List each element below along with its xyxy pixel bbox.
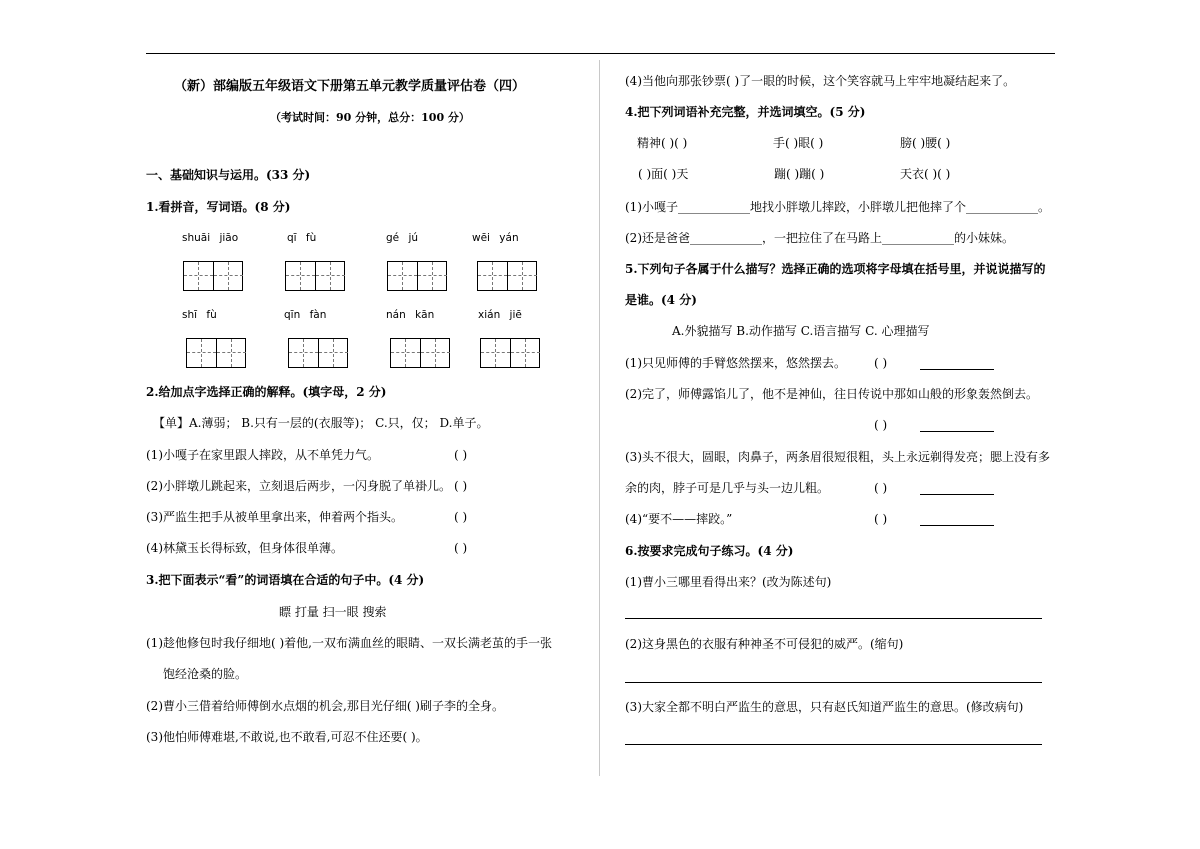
- q5-heading: 5.下列句子各属于什么描写？选择正确的选项将字母填在括号里，并说说描写的: [625, 262, 1046, 276]
- tianzige-box[interactable]: [288, 338, 348, 368]
- q4-idiom-2: 手( )眼( ): [773, 136, 824, 150]
- answer-paren[interactable]: ( ): [874, 356, 888, 370]
- pinyin-6: qīn fàn: [284, 309, 327, 321]
- q2-item-2: (2)小胖墩儿跳起来，立刻退后两步，一闪身脱了单褂儿。: [146, 479, 452, 493]
- pinyin-4: wēi yán: [472, 232, 519, 244]
- answer-paren[interactable]: ( ): [874, 418, 888, 432]
- section-1-heading: 一、基础知识与运用。(33 分): [146, 168, 311, 182]
- tianzige-box[interactable]: [387, 261, 447, 291]
- q3-sentence-1-cont: 饱经沧桑的脸。: [163, 667, 248, 681]
- answer-paren[interactable]: ( ): [454, 541, 468, 555]
- answer-paren[interactable]: ( ): [454, 510, 468, 524]
- q5-sentence-4: (4)“要不——摔跤。”: [625, 512, 733, 526]
- pinyin-8: xián jiē: [478, 309, 522, 321]
- pinyin-5: shī fù: [182, 309, 217, 321]
- tianzige-box[interactable]: [285, 261, 345, 291]
- exam-info: （考试时间：90 分钟，总分：100 分）: [270, 111, 470, 124]
- answer-line[interactable]: [625, 744, 1042, 745]
- column-divider: [599, 60, 600, 776]
- answer-line[interactable]: [920, 369, 994, 370]
- top-rule: [146, 53, 1055, 54]
- q5-heading-cont: 是谁。(4 分): [625, 293, 697, 307]
- q3-sentence-3: (3)他怕师傅难堪,不敢说,也不敢看,可忍不住还要( )。: [146, 730, 428, 744]
- q6-heading: 6.按要求完成句子练习。(4 分): [625, 544, 794, 558]
- answer-line[interactable]: [920, 525, 994, 526]
- answer-paren[interactable]: ( ): [454, 448, 468, 462]
- pinyin-1: shuāi jiāo: [182, 232, 239, 244]
- q5-options: A.外貌描写 B.动作描写 C.语言描写 C. 心理描写: [672, 324, 930, 338]
- answer-line[interactable]: [625, 618, 1042, 619]
- tianzige-box[interactable]: [183, 261, 243, 291]
- answer-paren[interactable]: ( ): [874, 481, 888, 495]
- answer-paren[interactable]: ( ): [874, 512, 888, 526]
- q5-sentence-1: (1)只见师傅的手臂悠然摆来，悠然摆去。: [625, 356, 846, 370]
- q4-heading: 4.把下列词语补充完整，并选词填空。(5 分): [625, 105, 866, 119]
- answer-line[interactable]: [625, 682, 1042, 683]
- answer-line[interactable]: [920, 494, 994, 495]
- q4-idiom-6: 天衣( )( ): [900, 167, 951, 181]
- page-title: （新）部编版五年级语文下册第五单元教学质量评估卷（四）: [174, 79, 526, 94]
- answer-line[interactable]: [920, 431, 994, 432]
- tianzige-box[interactable]: [477, 261, 537, 291]
- q4-idiom-3: 膀( )腰( ): [900, 136, 951, 150]
- q6-sentence-3: (3)大家全都不明白严监生的意思，只有赵氏知道严监生的意思。(修改病句): [625, 700, 1024, 714]
- q4-idiom-5: 蹦( )蹦( ): [774, 167, 825, 181]
- q3-sentence-1: (1)趁他修包时我仔细地( )着他,一双布满血丝的眼睛、一双长满老茧的手一张: [146, 636, 552, 650]
- q3-heading: 3.把下面表示“看”的词语填在合适的句子中。(4 分): [146, 573, 425, 587]
- q2-options: 【单】A.薄弱； B.只有一层的(衣服等)； C.只，仅； D.单子。: [153, 416, 489, 430]
- q4-idiom-1: 精神( )( ): [637, 136, 688, 150]
- q5-sentence-2: (2)完了，师傅露馅儿了，他不是神仙，往日传说中那如山般的形象轰然倒去。: [625, 387, 1039, 401]
- q4-sentence-2: (2)还是爸爸____________，一把拉住了在马路上____________的小妹妹。: [625, 231, 1014, 245]
- pinyin-7: nán kān: [386, 309, 435, 321]
- q5-sentence-3-cont: 余的肉，脖子可是几乎与头一边儿粗。: [625, 481, 830, 495]
- q2-heading: 2.给加点字选择正确的解释。(填字母，2 分): [146, 385, 387, 399]
- q6-sentence-1: (1)曹小三哪里看得出来？(改为陈述句): [625, 575, 832, 589]
- pinyin-2: qī fù: [287, 232, 317, 244]
- q4-idiom-4: ( )面( )天: [638, 167, 689, 181]
- q2-item-1: (1)小嘎子在家里跟人摔跤，从不单凭力气。: [146, 448, 379, 462]
- tianzige-box[interactable]: [390, 338, 450, 368]
- q6-sentence-2: (2)这身黑色的衣服有种神圣不可侵犯的威严。(缩句): [625, 637, 904, 651]
- tianzige-box[interactable]: [480, 338, 540, 368]
- tianzige-box[interactable]: [186, 338, 246, 368]
- answer-paren[interactable]: ( ): [454, 479, 468, 493]
- pinyin-3: gé jú: [386, 232, 419, 244]
- q4-sentence-1: (1)小嘎子____________地找小胖墩儿摔跤，小胖墩儿把他摔了个____________。: [625, 200, 1051, 214]
- q3-sentence-4: (4)当他向那张钞票( )了一眼的时候，这个笑容就马上牢牢地凝结起来了。: [625, 74, 1016, 88]
- q3-word-bank: 瞟 打量 扫一眼 搜索: [279, 605, 387, 619]
- q2-item-3: (3)严监生把手从被单里拿出来，伸着两个指头。: [146, 510, 403, 524]
- q2-item-4: (4)林黛玉长得标致，但身体很单薄。: [146, 541, 343, 555]
- q1-heading: 1.看拼音，写词语。(8 分): [146, 200, 291, 214]
- q5-sentence-3: (3)头不很大，圆眼，肉鼻子，两条眉很短很粗，头上永远剃得发亮；腮上没有多: [625, 450, 1051, 464]
- q3-sentence-2: (2)曹小三借着给师傅倒水点烟的机会,那目光仔细( )刷子李的全身。: [146, 699, 504, 713]
